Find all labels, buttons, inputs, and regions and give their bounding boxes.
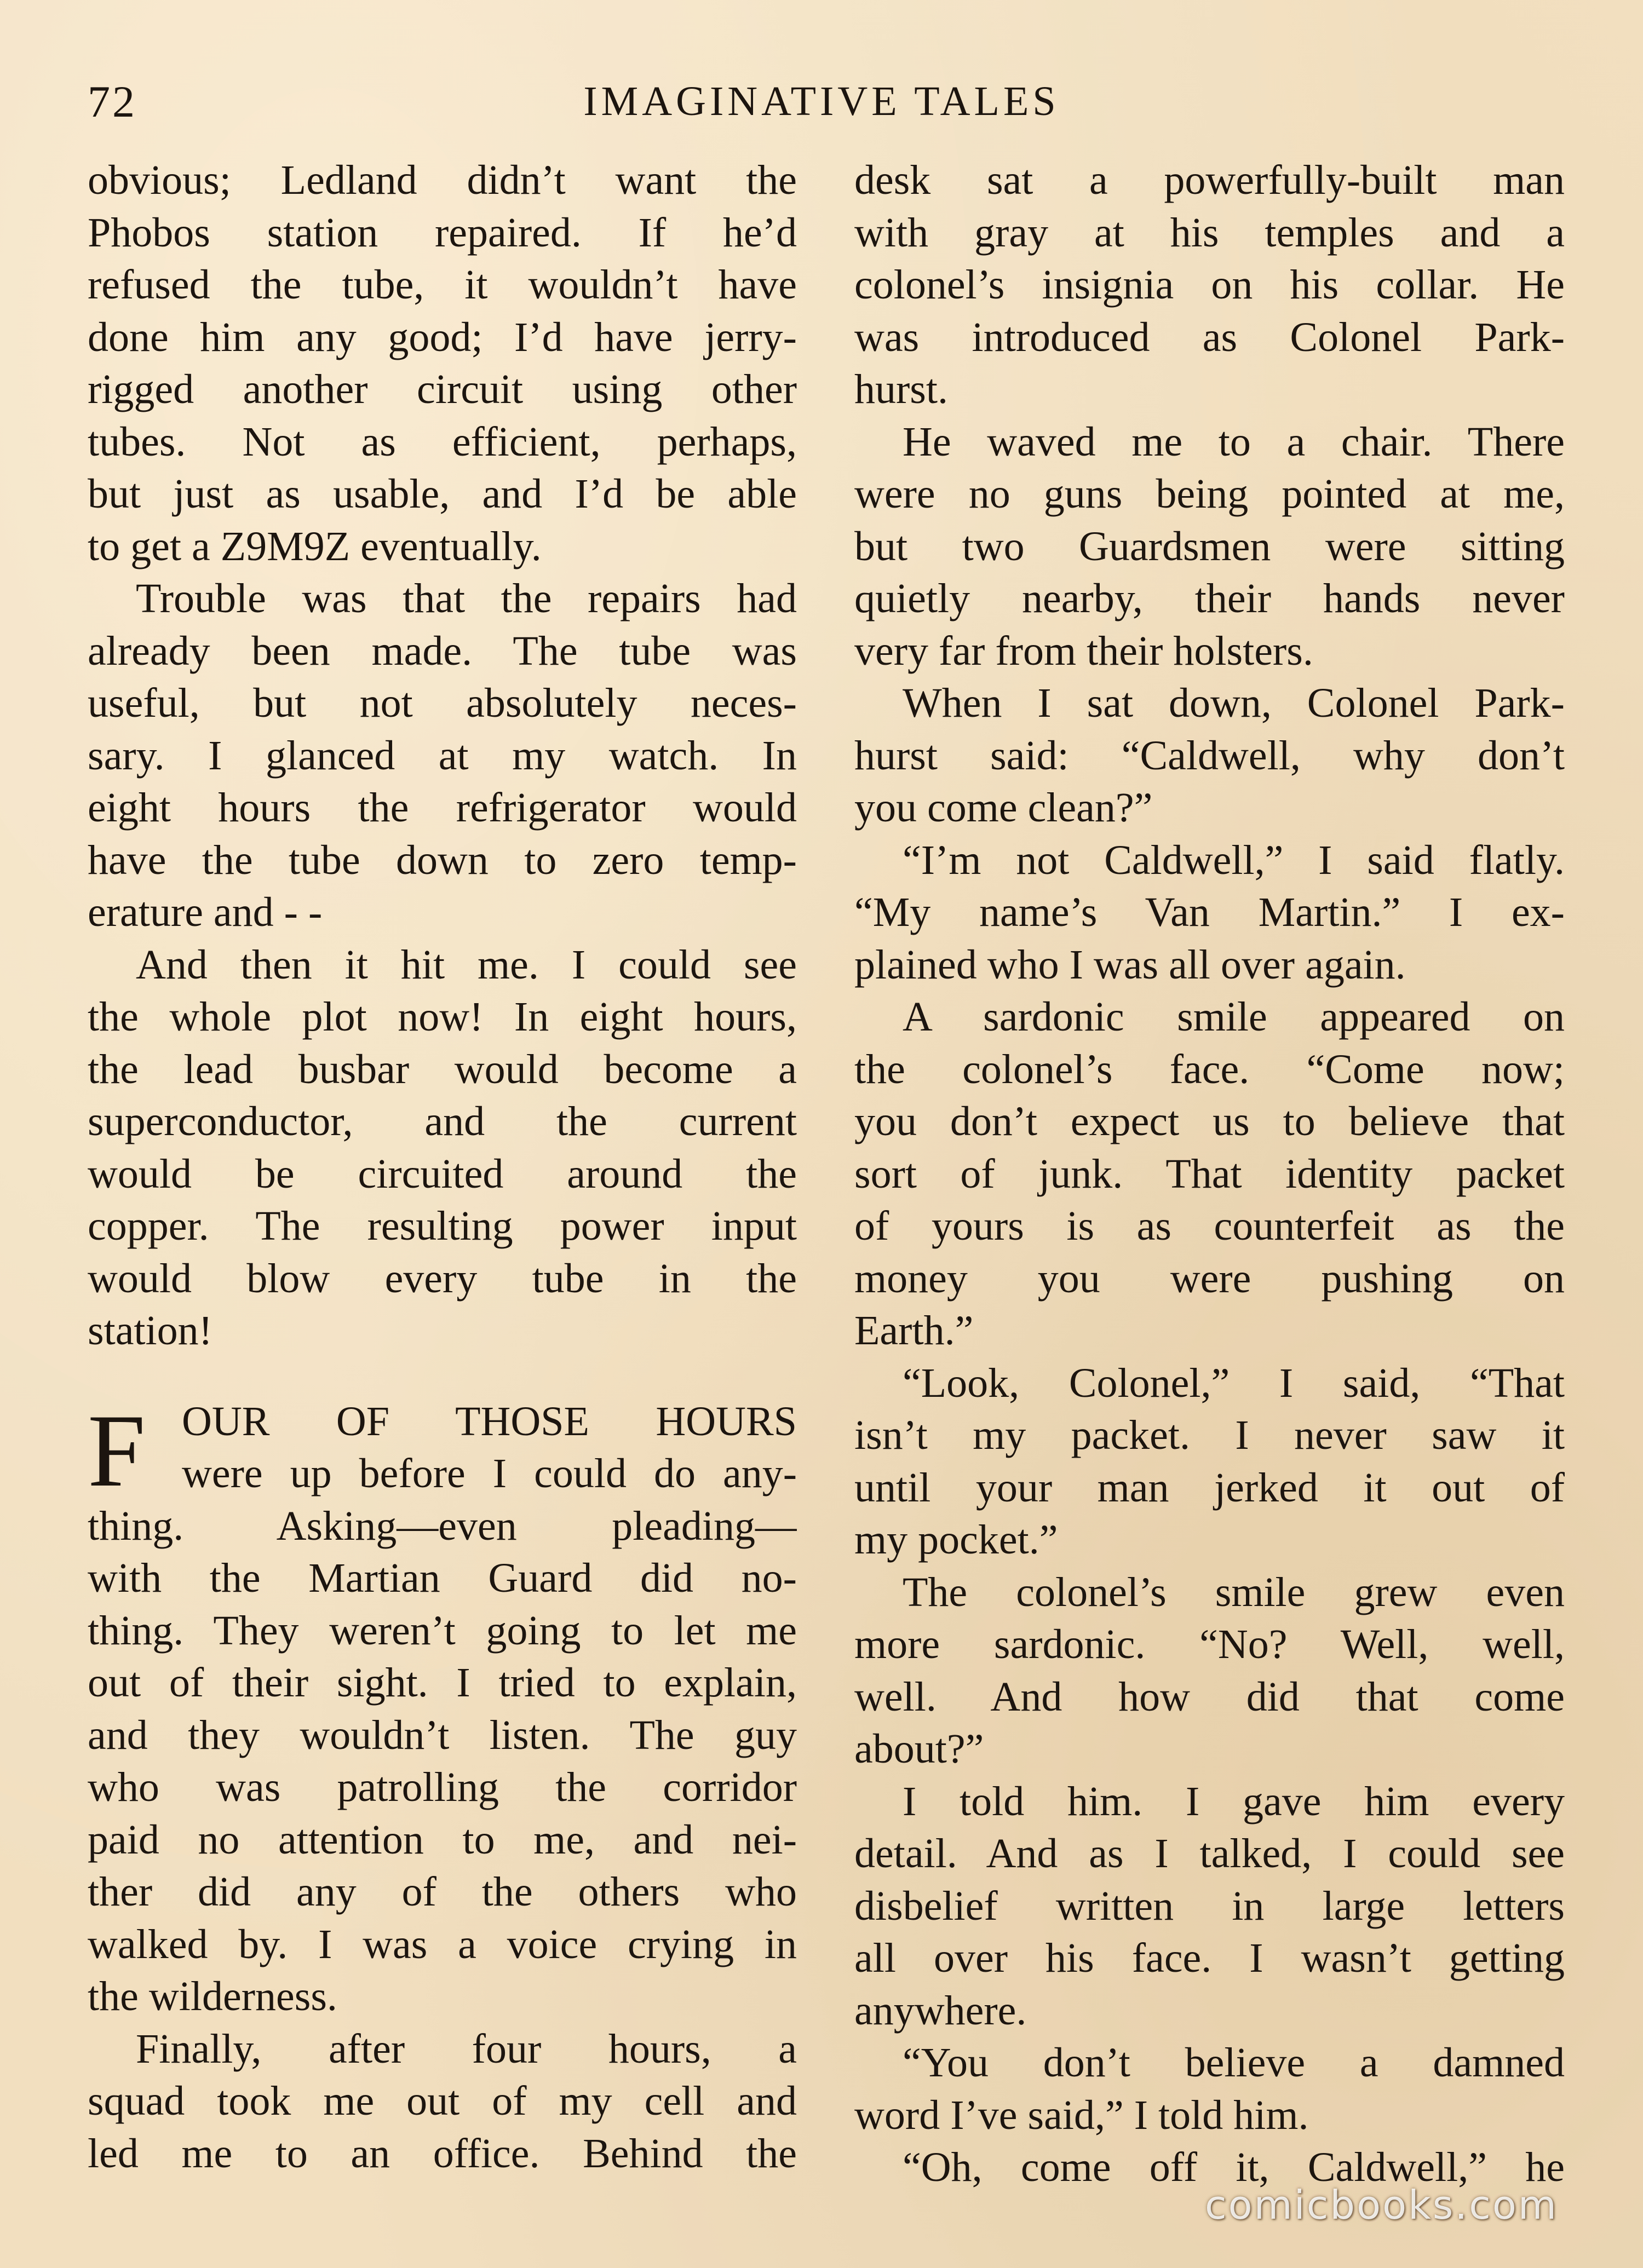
text-line: sary. I glanced at my watch. In: [88, 732, 797, 779]
text-line: Finally, after four hours, a: [136, 2025, 797, 2072]
text-line: plained who I was all over again.: [854, 941, 1406, 988]
text-line: detail. And as I talked, I could see: [854, 1830, 1565, 1876]
text-line: were up before I could do any-: [182, 1450, 797, 1496]
text-line: A sardonic smile appeared on: [903, 994, 1565, 1040]
text-line: with gray at his temples and a: [854, 209, 1565, 256]
left-column: [88, 154, 797, 2180]
text-line: the wilderness.: [88, 1973, 337, 2019]
text-line: Earth.”: [854, 1308, 974, 1354]
text-line: copper. The resulting power input: [88, 1203, 797, 1249]
text-line: When I sat down, Colonel Park-: [903, 680, 1565, 726]
text-line: well. And how did that come: [854, 1673, 1565, 1720]
text-line: obvious; Ledland didn’t want the: [88, 157, 797, 203]
text-line: were no guns being pointed at me,: [854, 471, 1565, 517]
text-line: “My name’s Van Martin.” I ex-: [854, 889, 1565, 935]
text-line: thing. They weren’t going to let me: [88, 1607, 797, 1654]
text-line: hurst said: “Caldwell, why don’t: [854, 732, 1565, 779]
watermark: comicbooks.com: [1205, 2182, 1559, 2228]
text-line: He waved me to a chair. There: [903, 418, 1565, 465]
text-line: thing. Asking—even pleading—: [88, 1503, 797, 1549]
text-line: squad took me out of my cell and: [88, 2078, 797, 2124]
text-line: rigged another circuit using other: [88, 366, 797, 412]
text-line: “Look, Colonel,” I said, “That: [903, 1360, 1565, 1406]
text-line: my pocket.”: [854, 1517, 1058, 1563]
running-title: IMAGINATIVE TALES: [583, 78, 1060, 124]
text-line: eight hours the refrigerator would: [88, 785, 797, 831]
text-line: “Oh, come off it, Caldwell,” he: [903, 2144, 1565, 2190]
text-line: ther did any of the others who: [88, 1869, 797, 1915]
text-line: Trouble was that the repairs had: [136, 575, 797, 621]
text-line: would be circuited around the: [88, 1150, 797, 1197]
text-line: to get a Z9M9Z eventually.: [88, 523, 542, 569]
section-break: [88, 1357, 797, 1396]
text-line: tubes. Not as efficient, perhaps,: [88, 418, 797, 465]
text-line: very far from their holsters.: [854, 628, 1313, 674]
text-line: the colonel’s face. “Come now;: [854, 1046, 1565, 1092]
text-line: was introduced as Colonel Park-: [854, 314, 1565, 360]
text-line: OUR OF THOSE HOURS: [182, 1398, 797, 1444]
text-line: the whole plot now! In eight hours,: [88, 994, 797, 1040]
page-number: 72: [88, 77, 137, 126]
text-line: quietly nearby, their hands never: [854, 575, 1565, 621]
text-line: already been made. The tube was: [88, 628, 797, 674]
text-line: And then it hit me. I could see: [136, 941, 797, 988]
text-line: station!: [88, 1308, 212, 1354]
text-line: hurst.: [854, 366, 948, 412]
text-line: superconductor, and the current: [88, 1098, 797, 1144]
text-line: paid no attention to me, and nei-: [88, 1816, 797, 1863]
text-line: word I’ve said,” I told him.: [854, 2092, 1309, 2138]
text-line: refused the tube, it wouldn’t have: [88, 262, 797, 308]
text-line: “You don’t believe a damned: [903, 2040, 1565, 2086]
text-line: colonel’s insignia on his collar. He: [854, 262, 1565, 308]
text-line: of yours is as counterfeit as the: [854, 1203, 1565, 1249]
text-line: done him any good; I’d have jerry-: [88, 314, 797, 360]
text-line: anywhere.: [854, 1987, 1027, 2034]
text-line: but just as usable, and I’d be able: [88, 471, 797, 517]
right-column: [854, 154, 1565, 2194]
text-line: disbelief written in large letters: [854, 1883, 1565, 1929]
text-line: “I’m not Caldwell,” I said flatly.: [903, 837, 1565, 883]
text-line: erature and - -: [88, 889, 323, 935]
text-line: money you were pushing on: [854, 1255, 1565, 1302]
text-line: who was patrolling the corridor: [88, 1764, 797, 1810]
text-line: Phobos station repaired. If he’d: [88, 209, 797, 256]
text-line: have the tube down to zero temp-: [88, 837, 797, 883]
text-line: sort of junk. That identity packet: [854, 1150, 1565, 1197]
text-line: out of their sight. I tried to explain,: [88, 1660, 797, 1706]
text-line: walked by. I was a voice crying in: [88, 1921, 797, 1967]
text-line: I told him. I gave him every: [903, 1778, 1565, 1824]
text-line: with the Martian Guard did no-: [88, 1555, 797, 1601]
section-opening: [88, 1393, 797, 1509]
text-line: until your man jerked it out of: [854, 1464, 1565, 1511]
page-header: [0, 76, 1643, 128]
text-line: isn’t my packet. I never saw it: [854, 1412, 1565, 1458]
text-line: you don’t expect us to believe that: [854, 1098, 1565, 1144]
text-line: about?”: [854, 1726, 984, 1772]
text-line: would blow every tube in the: [88, 1255, 797, 1302]
text-line: led me to an office. Behind the: [88, 2130, 797, 2177]
text-line: more sardonic. “No? Well, well,: [854, 1621, 1565, 1667]
drop-cap: F: [88, 1393, 146, 1509]
text-line: useful, but not absolutely neces-: [88, 680, 797, 726]
text-line: desk sat a powerfully-built man: [854, 157, 1565, 203]
text-line: and they wouldn’t listen. The guy: [88, 1712, 797, 1758]
text-line: you come clean?”: [854, 785, 1153, 831]
text-line: but two Guardsmen were sitting: [854, 523, 1565, 569]
text-line: The colonel’s smile grew even: [903, 1569, 1565, 1615]
text-line: the lead busbar would become a: [88, 1046, 797, 1092]
text-line: all over his face. I wasn’t getting: [854, 1935, 1565, 1981]
